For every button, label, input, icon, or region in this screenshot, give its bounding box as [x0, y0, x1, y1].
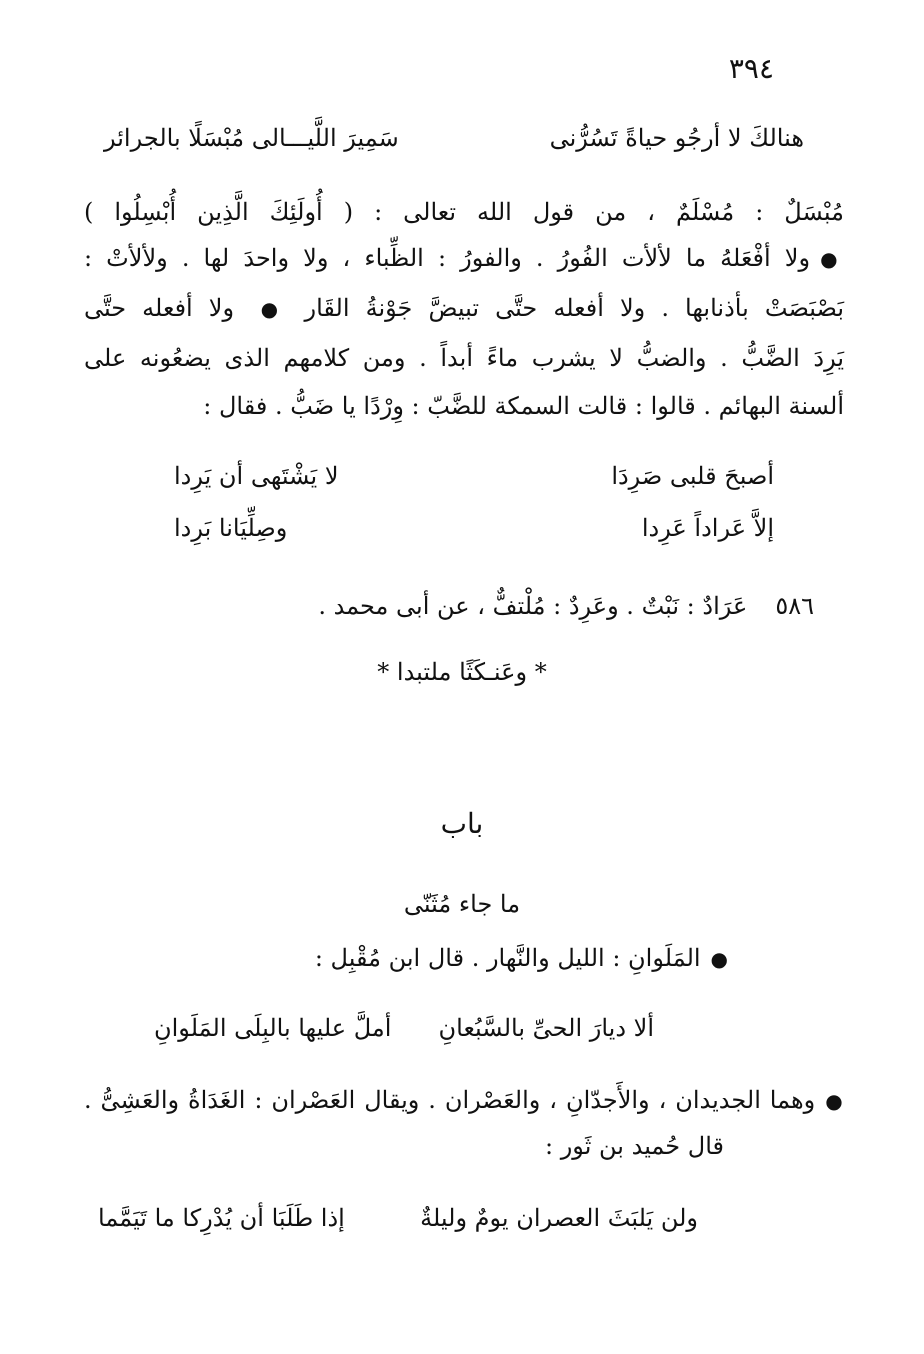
entry-number: ٥٨٦ — [775, 592, 814, 620]
opening-verse — [104, 120, 804, 156]
bullet-icon: ● — [820, 247, 844, 271]
commentary-line-1: مُبْسَلٌ : مُسْلَمٌ ، من قول الله تعالى : ( أُولَئِكَ الَّذِين أُبْسِلُوا ) — [84, 198, 844, 226]
verse-hemistich-right: ألا ديارَ الحىِّ بالسَّبُعانِ — [438, 1014, 654, 1042]
verse-hemistich-left: وصِلِّيَانا بَرِدا — [174, 514, 288, 542]
verse-hemistich-right: أصبحَ قلبى صَرِدَا — [611, 462, 774, 490]
item-1: ●المَلَوانِ : الليل والنَّهار . قال ابن مُقْبِل : — [314, 944, 728, 972]
verse-fragment: * وعَنـكَثًا ملتبدا * — [377, 658, 547, 686]
verse-hemistich-left: لا يَشْتَهى أن يَرِدا — [174, 462, 339, 490]
commentary-line-5: ألسنة البهائم . قالوا : قالت السمكة للضَّبّ : وِرْدًا يا ضَبُّ . فقال : — [203, 392, 844, 420]
item-2-line-2: قال حُميد بن ثَور : — [545, 1132, 724, 1160]
commentary-line-2: ●ولا أفْعَلهُ ما لألأت الفُورُ . والفورُ : الظِّباء ، ولا واحدَ لها . ولألأتْ : — [84, 244, 844, 272]
item-2-line-1: ●وهما الجديدان ، والأَجدّانِ ، والعَصْران . ويقال العَصْران : الغَدَاةُ والعَشِىُّ . — [84, 1086, 845, 1114]
entry-text: عَرَادٌ : نَبْتٌ . وعَرِدٌ : مُلْتفٌّ ، عن أبى محمد . — [318, 592, 748, 620]
commentary-line-4: يَرِدَ الضَّبُّ . والضبُّ لا يشرب ماءً أبداً . ومن كلامهم الذى يضعُونه على — [84, 344, 844, 372]
commentary-line-3: بَصْبَصَتْ بأذنابها . ولا أفعله حتَّى تبيضَّ جَوْنةُ القَار●ولا أفعله حتَّى — [84, 294, 844, 322]
section-subheading: ما جاء مُثَنّى — [403, 890, 521, 918]
bullet-icon: ● — [825, 1089, 845, 1113]
verse-hemistich-left: أملَّ عليها بالبِلَى المَلَوانِ — [154, 1014, 392, 1042]
verse-hemistich-left: سَمِيرَ اللَّيـــالى مُبْسَلًا بالجرائر — [104, 124, 399, 152]
bullet-icon: ● — [710, 947, 728, 971]
numbered-note — [318, 588, 814, 624]
verse-hemistich-right: هنالكَ لا أرجُو حياةً تَسُرُّنى — [549, 124, 804, 152]
verse-hemistich-right: إلاَّ عَراداً عَرِدا — [641, 514, 774, 542]
verse-4 — [98, 1200, 698, 1236]
bullet-icon: ● — [252, 297, 287, 321]
verse-hemistich-right: ولن يَلبَثَ العصران يومٌ وليلةٌ — [420, 1204, 698, 1232]
section-heading: باب — [440, 807, 484, 840]
verse-2-line-1 — [174, 458, 774, 494]
verse-2-line-2 — [174, 510, 774, 546]
page-number: ٣٩٤ — [728, 52, 774, 85]
verse-3 — [154, 1010, 654, 1046]
verse-hemistich-left: إذا طَلَبَا أن يُدْرِكا ما تَيَمَّما — [98, 1204, 345, 1232]
